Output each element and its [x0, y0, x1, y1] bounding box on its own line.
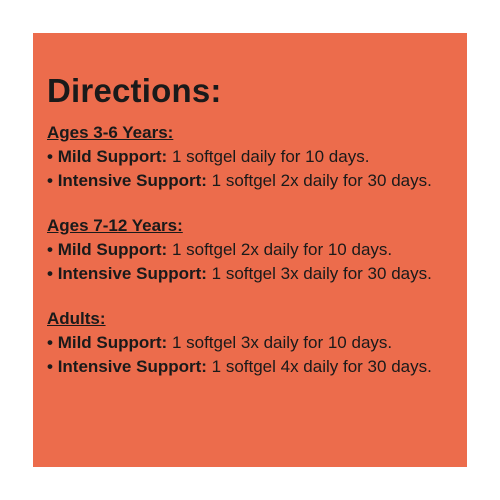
dosage-item [47, 262, 467, 286]
dosage-text: 1 softgel 2x daily for 10 days. [167, 240, 393, 259]
dosage-label: Intensive Support: [57, 264, 207, 283]
dosage-item [47, 169, 467, 193]
directions-title: Directions: [47, 72, 222, 109]
dosage-item [47, 355, 467, 379]
dosage-item [47, 331, 467, 355]
bullet: • [47, 240, 53, 259]
dosage-item [47, 145, 467, 169]
section-adults [47, 307, 467, 379]
bullet: • [47, 357, 53, 376]
section-heading: Ages 7-12 Years: [47, 216, 183, 235]
directions-panel [33, 33, 467, 467]
section-ages-7-12 [47, 214, 467, 286]
dosage-label: Intensive Support: [57, 357, 207, 376]
section-ages-3-6 [47, 121, 467, 193]
dosage-text: 1 softgel 3x daily for 30 days. [206, 264, 432, 283]
bullet: • [47, 264, 53, 283]
bullet: • [47, 333, 53, 352]
dosage-text: 1 softgel 4x daily for 30 days. [206, 357, 432, 376]
dosage-label: Mild Support: [57, 333, 168, 352]
dosage-item [47, 238, 467, 262]
dosage-label: Mild Support: [57, 240, 168, 259]
bullet: • [47, 147, 53, 166]
dosage-label: Intensive Support: [57, 171, 207, 190]
dosage-text: 1 softgel 3x daily for 10 days. [167, 333, 393, 352]
bullet: • [47, 171, 53, 190]
dosage-label: Mild Support: [57, 147, 168, 166]
section-heading: Ages 3-6 Years: [47, 123, 174, 142]
dosage-text: 1 softgel 2x daily for 30 days. [206, 171, 432, 190]
section-heading: Adults: [47, 309, 106, 328]
dosage-text: 1 softgel daily for 10 days. [167, 147, 370, 166]
